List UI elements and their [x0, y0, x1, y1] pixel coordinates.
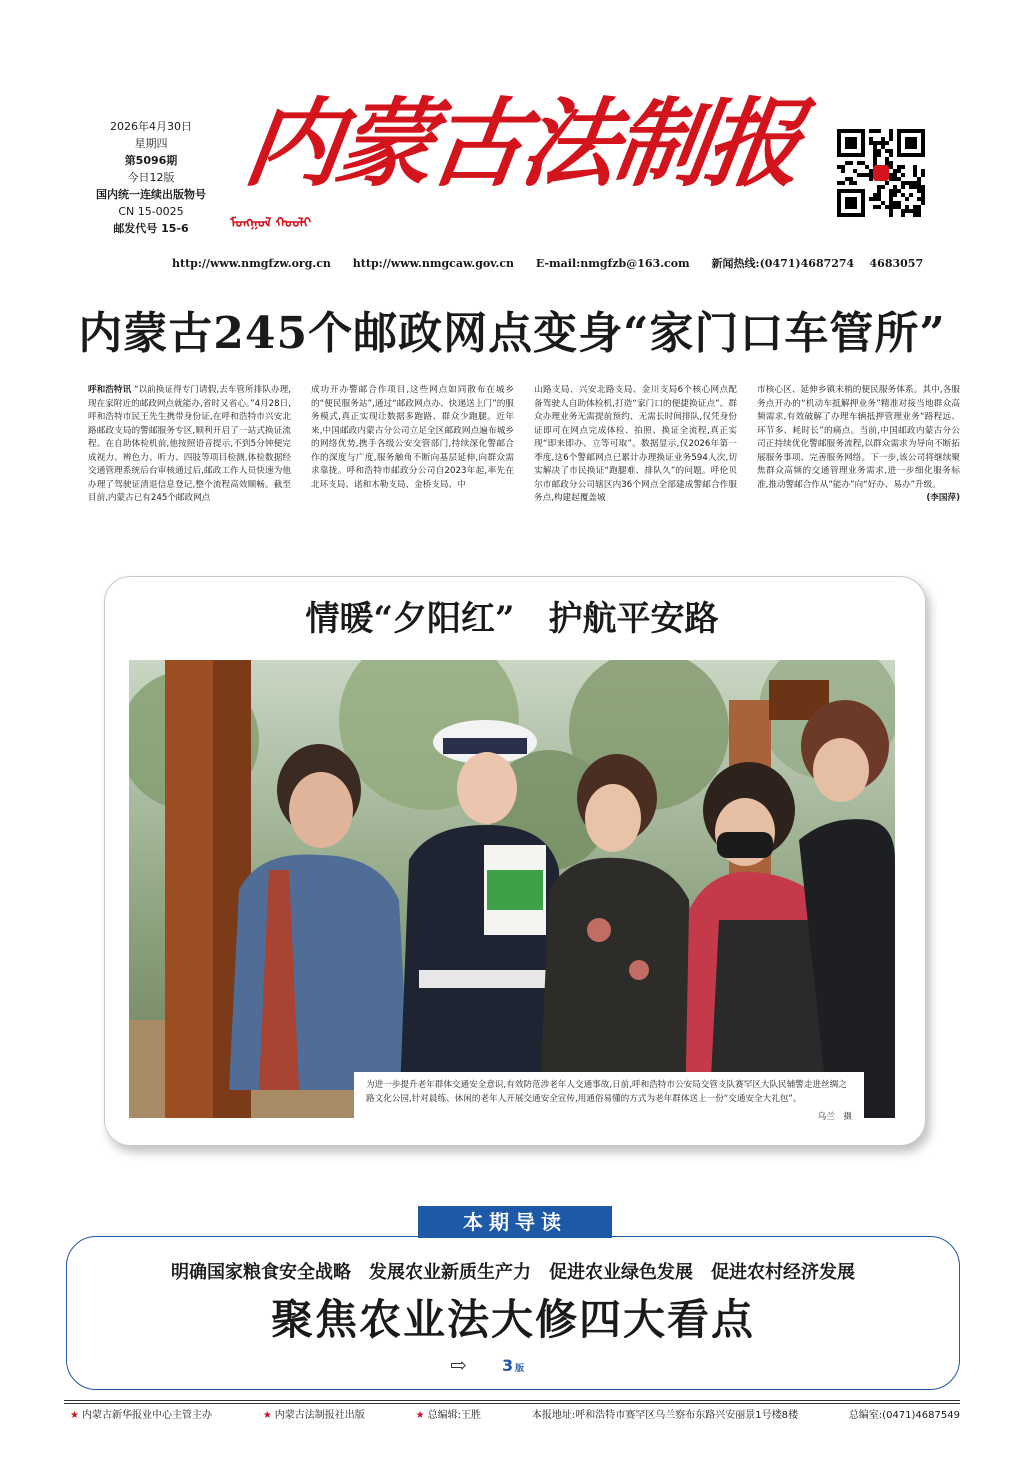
cn-number: CN 15-0025	[118, 205, 184, 218]
lead-article	[88, 384, 960, 540]
footer-item-editor	[416, 1408, 481, 1424]
guide-label: 本期导读	[418, 1206, 612, 1238]
qr-code-icon[interactable]	[834, 128, 928, 218]
caption-text: 为进一步提升老年群体交通安全意识,有效防范涉老年人交通事故,日前,呼和浩特市公安局交管支队赛罕区大队民辅警走进丝绸之路文化公园,针对晨练、休闲的老年人开展交通安全宣传,用通俗易懂的方式为老年群体送上一份“交通安全大礼包”。	[366, 1080, 847, 1104]
issue-pages: 今日12版	[127, 171, 175, 184]
website-link-1[interactable]: http://www.nmgfzw.org.cn	[172, 257, 331, 270]
dateline: 呼和浩特讯	[88, 385, 132, 395]
star-icon: ★	[415, 1410, 425, 1421]
postal-code: 邮发代号 15-6	[113, 222, 189, 235]
guide-page-suffix: 版	[515, 1364, 525, 1374]
issue-info	[86, 118, 216, 237]
photo-story-title[interactable]: 情暖“夕阳红” 护航平安路	[305, 599, 719, 639]
footer-item-sponsor	[70, 1408, 212, 1424]
footer-publisher-text: 内蒙古法制报社出版	[274, 1410, 365, 1421]
news-photo[interactable]	[129, 660, 895, 1118]
issue-number: 第5096期	[124, 154, 178, 167]
email-link[interactable]: E-mail:nmgfzb@163.com	[535, 257, 690, 270]
star-icon: ★	[70, 1410, 79, 1421]
footer-phone: 总编室:(0471)4687549	[848, 1410, 960, 1421]
footer	[70, 1408, 960, 1424]
article-text-1: “以前换证得专门请假,去车管所排队办理,现在家附近的邮政网点就能办,省时又省心。”4月28日,呼和浩特市民王先生携带身份证,在呼和浩特市兴安北路邮政支局的警邮服务专区,顺利开启了一站式换证流程。在自助体检机前,他按照语音提示,不到5分钟便完成视力、辨色力、听力、四肢等项目检测,体检数据经交通管理系统后台审核通过后,邮政工作人员快速为他办理了驾驶证清退信息登记,整个流程高效顺畅。截至目前,内蒙古已有245个邮政网点	[88, 385, 291, 503]
footer-address: 本报地址:呼和浩特市赛罕区乌兰察布东路兴安丽景1号楼8楼	[531, 1410, 798, 1421]
footer-editor-text: 总编辑:王胜	[427, 1410, 481, 1421]
guide-page-ref[interactable]	[502, 1356, 524, 1379]
mongolian-subtitle: ᠮᠣᠩᠭᠣᠯ ᠬᠤᠤᠯᠢ	[230, 216, 311, 231]
footer-sponsor-text: 内蒙古新华报业中心主管主办	[81, 1410, 212, 1421]
article-column-4	[757, 384, 960, 540]
guide-headline[interactable]: 聚焦农业法大修四大看点	[270, 1295, 755, 1344]
article-text-4: 市核心区、延伸乡镇末梢的便民服务体系。其中,各服务点开办的“机动车抵解押业务”精准对接当地群众高频需求,有效破解了办理车辆抵押管理业务“路程远、环节多、耗时长”的痛点。当前,中国邮政内蒙古分公司正持续优化警邮服务流程,以群众需求为导向不断拓展服务事项、完善服务网络。下一步,该公司将继续聚焦群众高频的交通管理业务需求,进一步细化服务标准,推动警邮合作从“能办”向“好办、易办”升级。	[757, 385, 960, 490]
arrow-right-icon: ⇨	[450, 1353, 467, 1377]
photo-credit: 乌兰 摄	[817, 1112, 852, 1122]
issue-date: 2026年4月30日	[110, 120, 192, 133]
serial-label: 国内统一连续出版物号	[96, 188, 206, 201]
newspaper-logo	[238, 84, 807, 212]
footer-rule	[64, 1400, 960, 1401]
byline: (李国萍)	[926, 493, 960, 503]
website-link-2[interactable]: http://www.nmgcaw.gov.cn	[352, 257, 515, 270]
photo-caption	[354, 1072, 864, 1132]
star-icon: ★	[262, 1410, 272, 1421]
newspaper-title: 内蒙古法制报	[238, 87, 807, 200]
article-column-3: 山路支局、兴安北路支局、金川支局6个核心网点配备驾驶人自助体检机,打造“家门口的便捷换证点”。群众办理业务无需提前预约、无需长时间排队,仅凭身份证即可在网点完成体检、拍照、换证全流程,真正实现“即来即办、立等可取”。数据显示,仅2026年第一季度,这6个警邮网点已累计办理换证业务594人次,切实解决了市民换证“跑腿难、排队久”的问题。呼伦贝尔市邮政分公司辖区内36个网点全部建成警邮合作服务点,构建起覆盖城	[534, 385, 737, 503]
footer-rule-thin	[64, 1403, 960, 1404]
footer-item-publisher	[263, 1408, 365, 1424]
news-hotline: 新闻热线:(0471)4687274 4683057	[711, 257, 924, 270]
article-column-1	[88, 384, 291, 540]
lead-headline[interactable]: 内蒙古245个邮政网点变身“家门口车管所”	[78, 308, 946, 359]
issue-weekday: 星期四	[134, 137, 168, 150]
guide-subtitle: 明确国家粮食安全战略 发展农业新质生产力 促进农业绿色发展 促进农村经济发展	[171, 1262, 855, 1283]
article-column-2: 成功开办警邮合作项目,这些网点如同散布在城乡的“便民服务站”,通过“邮政网点办、快递送上门”的服务模式,真正实现让数据多跑路、群众少跑腿。近年来,中国邮政内蒙古分公司立足全区邮政网点遍布城乡的网络优势,携手各级公安交管部门,持续深化警邮合作的深度与广度,服务触角不断向基层延伸,向群众需求靠拢。呼和浩特市邮政分公司自2023年起,率先在北环支局、诺和木勒支局、金桥支局、中	[311, 385, 514, 490]
guide-page-number: 3	[502, 1356, 514, 1375]
contact-line	[172, 255, 924, 271]
